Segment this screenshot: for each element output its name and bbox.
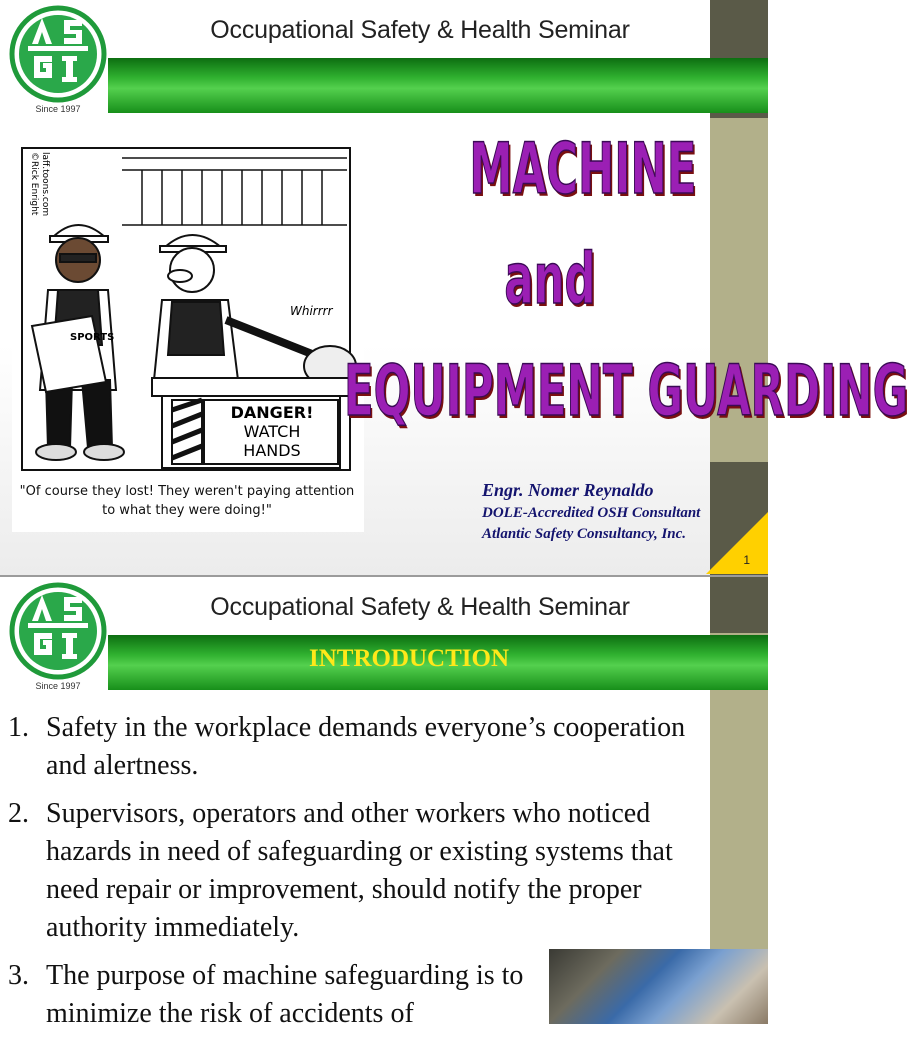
title-line-and: and — [504, 238, 596, 320]
danger-sign-line2: WATCH — [243, 422, 301, 441]
list-item — [8, 709, 708, 785]
list-item-text: Safety in the workplace demands everyone’s cooperation and alertness. — [46, 712, 686, 781]
list-item-text: Supervisors, operators and other workers who noticed hazards in need of safeguarding or existing systems that need repair or improvement, should notify the proper authority immediately. — [46, 798, 673, 943]
company-logo — [8, 581, 108, 693]
side-stripe-top — [710, 577, 768, 633]
acgi-logo-icon — [8, 581, 108, 681]
page-number-badge — [706, 512, 768, 574]
title-line-equipment-guarding: EQUIPMENT GUARDING — [343, 350, 908, 432]
author-role: DOLE-Accredited OSH Consultant — [482, 505, 701, 521]
seminar-title: Occupational Safety & Health Seminar — [210, 16, 630, 44]
list-item-text: The purpose of machine safeguarding is to minimize the risk of accidents of — [46, 960, 524, 1029]
danger-sign-line3: HANDS — [243, 441, 301, 460]
cartoon-illustration — [12, 130, 364, 532]
cartoon-credit-1: ©Rick Enright — [29, 152, 39, 216]
seminar-title: Occupational Safety & Health Seminar — [210, 593, 630, 621]
acgi-logo-icon — [8, 4, 108, 104]
title-line-machine: MACHINE — [469, 128, 697, 210]
newspaper-label: SPORTS — [70, 332, 115, 343]
company-logo — [8, 4, 108, 116]
introduction-slide — [0, 577, 768, 1029]
list-item-number: 3. — [8, 960, 29, 991]
list-item — [8, 957, 540, 1033]
list-item — [8, 795, 708, 947]
cartoon-credit-2: laff.toons.com — [40, 152, 50, 217]
machine-photo — [549, 949, 768, 1024]
author-name: Engr. Nomer Reynaldo — [482, 480, 654, 500]
header-green-band — [108, 58, 768, 113]
cartoon-caption: "Of course they lost! They weren't paying attention to what they were doing!" — [19, 484, 355, 518]
logo-since-text: Since 1997 — [35, 104, 81, 114]
list-item-number: 1. — [8, 712, 29, 743]
danger-sign-line1: DANGER! — [230, 403, 314, 422]
author-organization: Atlantic Safety Consultancy, Inc. — [482, 526, 687, 542]
logo-since-text: Since 1997 — [35, 681, 81, 691]
list-item-number: 2. — [8, 798, 29, 829]
page-number: 1 — [743, 553, 750, 567]
saw-sound-text: Whirrrr — [290, 304, 333, 318]
cartoon-drawing — [12, 130, 364, 475]
section-heading: INTRODUCTION — [308, 645, 510, 672]
